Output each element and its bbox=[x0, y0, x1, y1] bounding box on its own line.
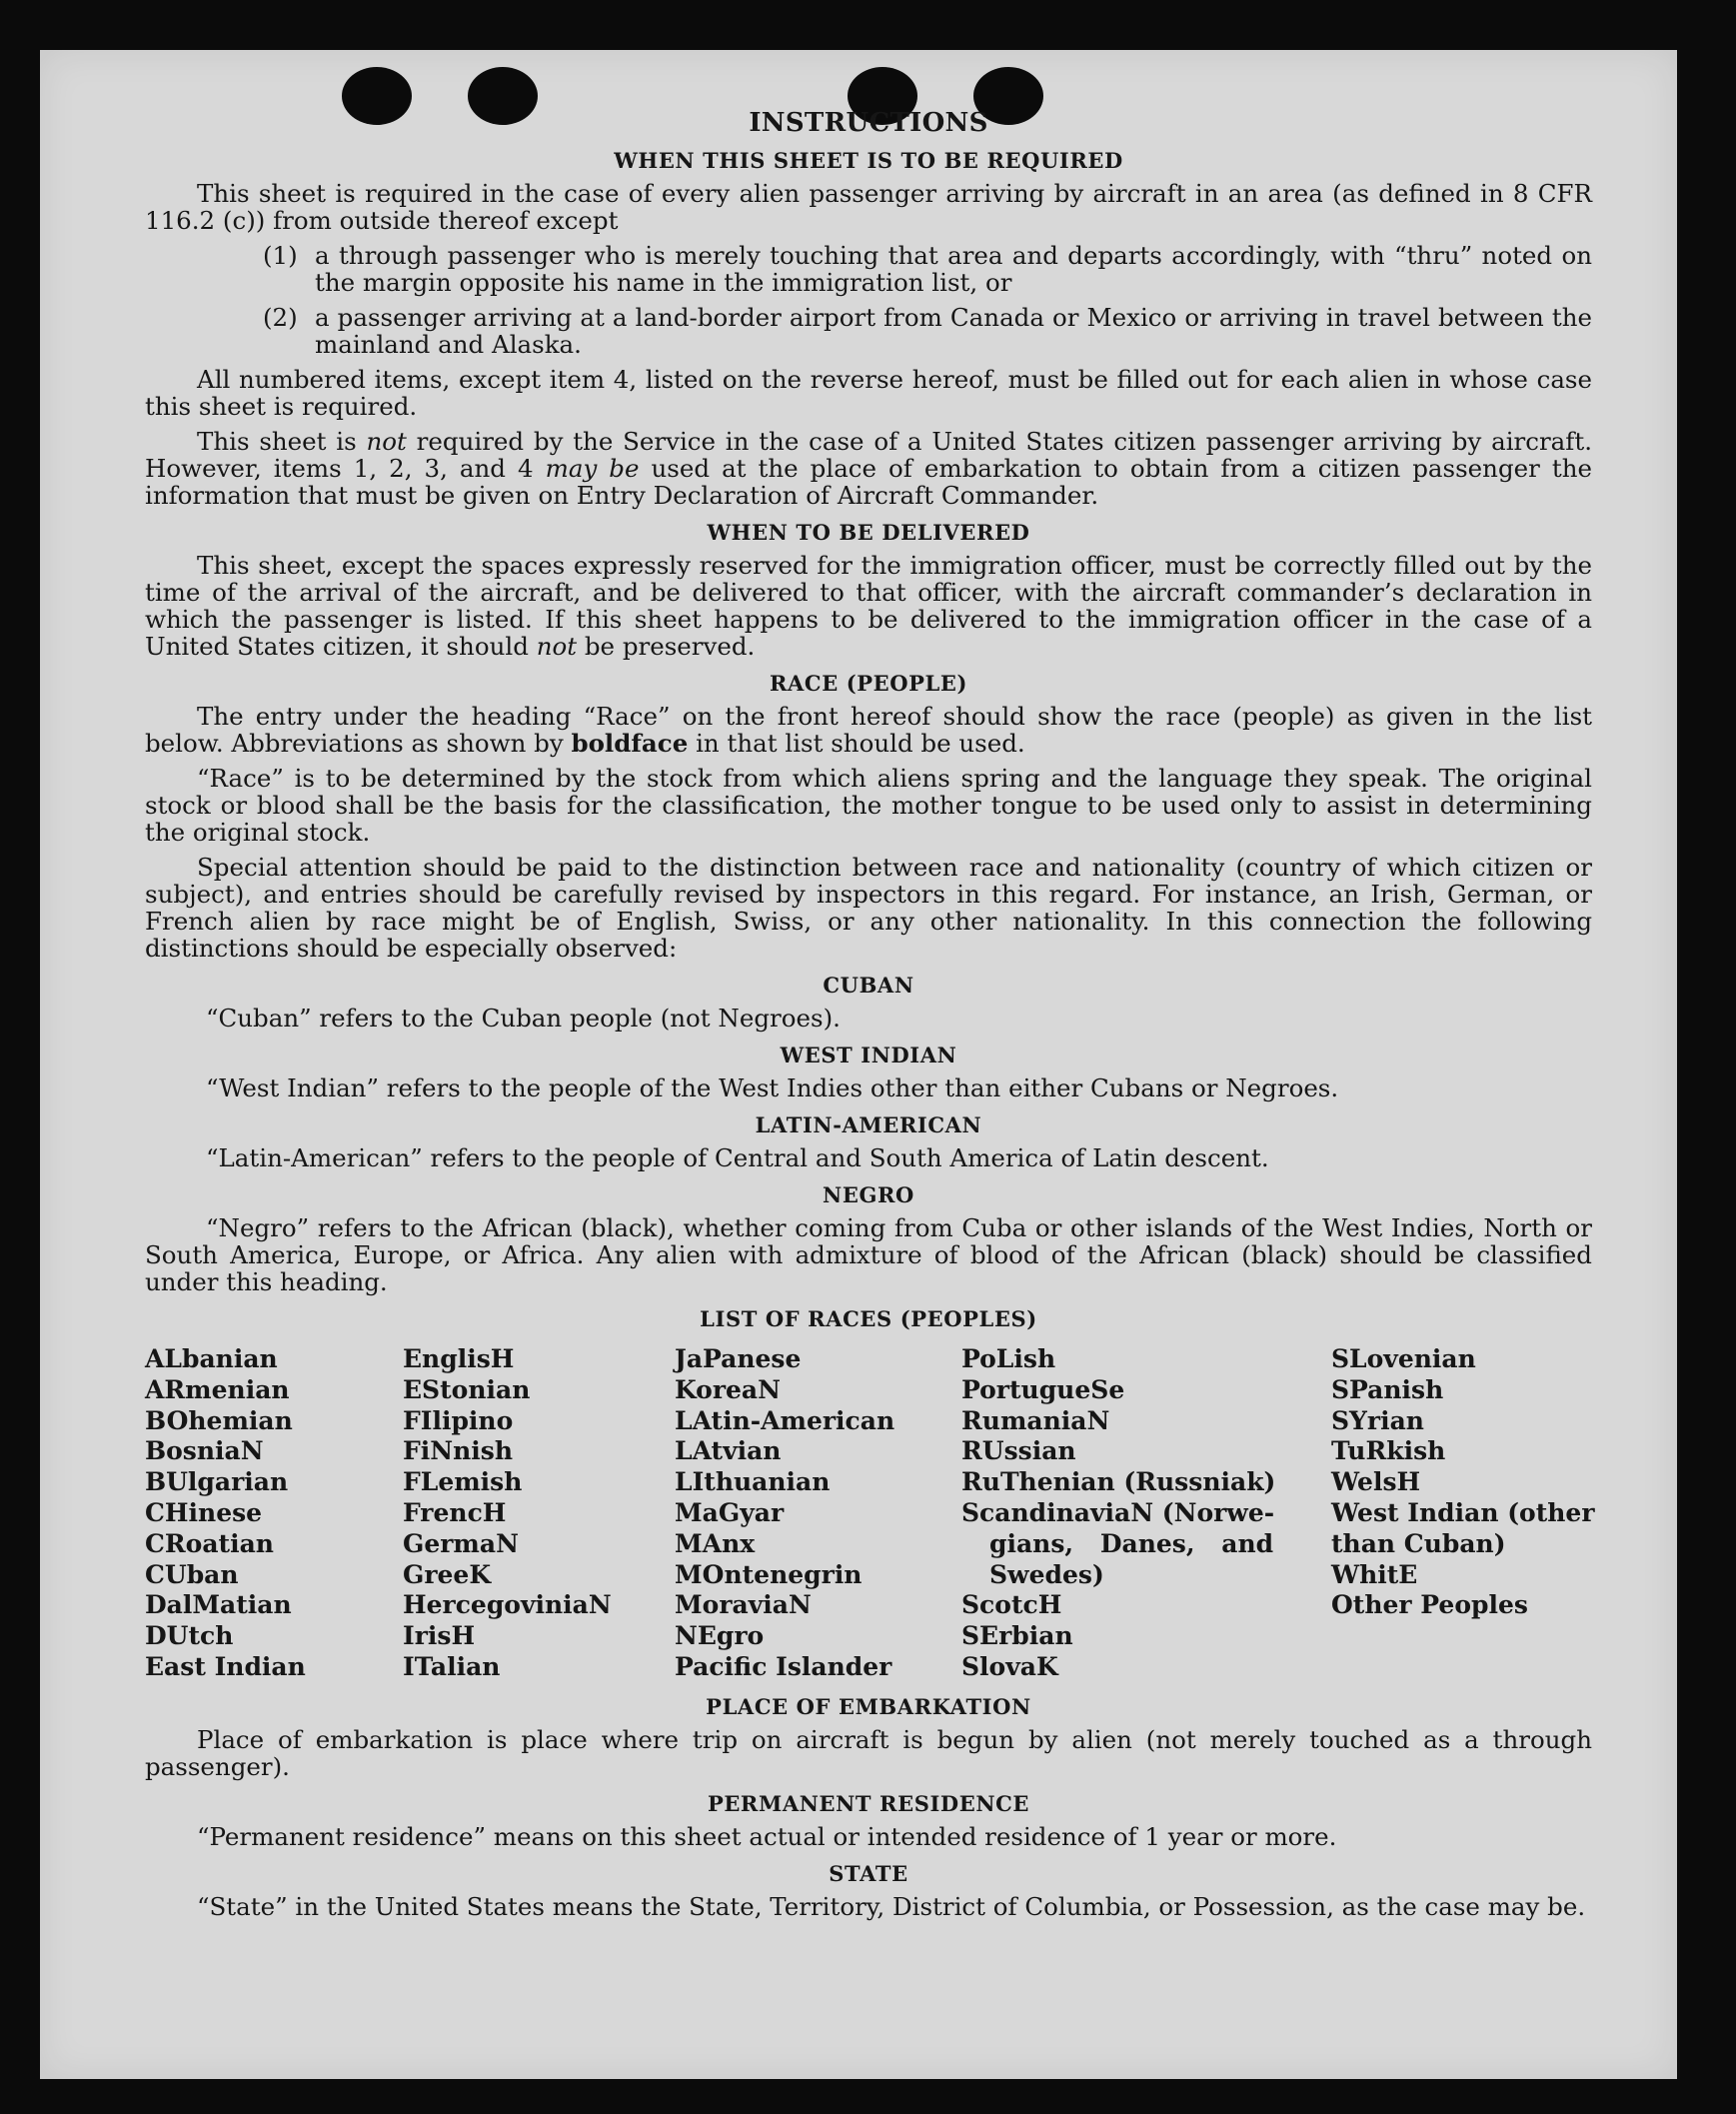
race-item: CUban bbox=[145, 1559, 239, 1589]
race-item: SErbian bbox=[961, 1621, 1073, 1651]
race-item: LIthuanian bbox=[675, 1467, 831, 1497]
race-item: MOntenegrin bbox=[675, 1559, 863, 1589]
race-item: PortugueSe bbox=[961, 1374, 1125, 1404]
race-column bbox=[1331, 1344, 1595, 1683]
page-title: INSTRUCTIONS bbox=[749, 108, 988, 138]
race-item: WelsH bbox=[1331, 1467, 1421, 1497]
heading-race: RACE (PEOPLE) bbox=[769, 671, 968, 696]
race-item: SPanish bbox=[1331, 1374, 1444, 1404]
race-item: JaPanese bbox=[675, 1344, 802, 1373]
race-item: KoreaN bbox=[675, 1374, 781, 1404]
race-item: IrisH bbox=[403, 1621, 476, 1651]
paragraph bbox=[145, 428, 1592, 509]
race-column bbox=[145, 1344, 403, 1683]
heading-place-of-embarkation: PLACE OF EMBARKATION bbox=[706, 1693, 1031, 1719]
item-number: (2) bbox=[263, 303, 298, 332]
italic-text: not bbox=[536, 632, 578, 661]
race-item: GreeK bbox=[403, 1559, 492, 1589]
race-item: West Indian (other bbox=[1331, 1497, 1595, 1527]
text-run: The entry under the heading “Race” on the front hereof should show the race (people) as given in the list below. Abbreviations as shown by bbox=[145, 702, 1592, 758]
text-run: This sheet, except the spaces expressly reserved for the immigration officer, must be correctly filled out by the time of the arrival of the aircraft, and be delivered to that officer, with the aircraft commander’s declaration in which the passenger is listed. If this sheet happens to be delivered to the immigration officer in the case of a United States citizen, it should bbox=[145, 551, 1592, 661]
bold-text: boldface bbox=[571, 729, 689, 758]
item-text: a through passenger who is merely touching that area and departs accordingly, with “thru” noted on the margin opposite his name in the immigration list, or bbox=[315, 241, 1592, 297]
race-item: EStonian bbox=[403, 1374, 531, 1404]
race-item: EnglisH bbox=[403, 1344, 515, 1373]
race-item: ALbanian bbox=[145, 1344, 278, 1373]
race-list bbox=[145, 1344, 1595, 1683]
heading-west-indian: WEST INDIAN bbox=[780, 1043, 957, 1067]
heading-latin-american: LATIN-AMERICAN bbox=[755, 1112, 982, 1137]
race-item: than Cuban) bbox=[1331, 1528, 1506, 1558]
race-item: BUlgarian bbox=[145, 1467, 289, 1497]
race-item: BosniaN bbox=[145, 1436, 264, 1466]
paragraph: “West Indian” refers to the people of the West Indies other than either Cubans or Negroes. bbox=[206, 1073, 1339, 1102]
heading-negro: NEGRO bbox=[823, 1182, 914, 1207]
race-column bbox=[961, 1344, 1331, 1683]
italic-text: not bbox=[366, 427, 407, 456]
paragraph bbox=[145, 703, 1592, 757]
race-item: FrencH bbox=[403, 1497, 507, 1527]
race-item: SLovenian bbox=[1331, 1344, 1476, 1373]
item-text: a passenger arriving at a land-border airport from Canada or Mexico or arriving in travel between the mainland and Alaska. bbox=[315, 303, 1592, 359]
paragraph: “Race” is to be determined by the stock from which aliens spring and the language they speak. The original stock or blood shall be the basis for the classification, the mother tongue to be used only to assist in determining the original stock. bbox=[145, 764, 1592, 847]
race-item: Swedes) bbox=[989, 1559, 1104, 1589]
race-item: Pacific Islander bbox=[675, 1651, 892, 1681]
race-item: SlovaK bbox=[961, 1651, 1058, 1681]
race-item: ScandinaviaN (Norwe- bbox=[961, 1497, 1275, 1527]
heading-when-delivered: WHEN TO BE DELIVERED bbox=[707, 520, 1030, 545]
race-item: SYrian bbox=[1331, 1405, 1424, 1435]
list-item bbox=[145, 242, 1592, 296]
race-item: NEgro bbox=[675, 1621, 765, 1651]
text-run: in that list should be used. bbox=[688, 729, 1025, 758]
race-column bbox=[403, 1344, 675, 1683]
race-item: DUtch bbox=[145, 1621, 234, 1651]
race-item: DalMatian bbox=[145, 1590, 292, 1620]
race-item: HercegoviniaN bbox=[403, 1590, 612, 1620]
heading-state: STATE bbox=[829, 1860, 908, 1886]
heading-when-required: WHEN THIS SHEET IS TO BE REQUIRED bbox=[614, 148, 1123, 173]
race-item: PoLish bbox=[961, 1344, 1056, 1373]
race-item: CRoatian bbox=[145, 1528, 274, 1558]
race-item: Other Peoples bbox=[1331, 1590, 1528, 1620]
italic-text: may be bbox=[545, 454, 640, 483]
text-run: This sheet is bbox=[197, 427, 367, 456]
race-item: FLemish bbox=[403, 1467, 523, 1497]
race-item: MaGyar bbox=[675, 1497, 785, 1527]
paragraph: This sheet is required in the case of every alien passenger arriving by aircraft in an area (as defined in 8 CFR 116.2 (c)) from outside thereof except bbox=[145, 179, 1592, 235]
paragraph: “Permanent residence” means on this sheet actual or intended residence of 1 year or more. bbox=[197, 1821, 1337, 1851]
paragraph: Place of embarkation is place where trip on aircraft is begun by alien (not merely touched as a through passenger). bbox=[145, 1724, 1592, 1781]
paragraph: “State” in the United States means the State, Territory, District of Columbia, or Possession, as the case may be. bbox=[197, 1891, 1586, 1921]
race-item: WhitE bbox=[1331, 1559, 1418, 1589]
race-item: East Indian bbox=[145, 1651, 306, 1681]
paragraph: “Cuban” refers to the Cuban people (not Negroes). bbox=[206, 1004, 841, 1033]
paragraph: Special attention should be paid to the distinction between race and nationality (country of which citizen or subject), and entries should be carefully revised by inspectors in this regard. For instance, an Irish, German, or French alien by race might be of English, Swiss, or any other nationality. In this connection the following distinctions should be especially observed: bbox=[145, 853, 1592, 963]
race-item: RuThenian (Russniak) bbox=[961, 1467, 1276, 1497]
race-item: RumaniaN bbox=[961, 1405, 1110, 1435]
instructions-content bbox=[145, 108, 1595, 1928]
race-item: FiNnish bbox=[403, 1436, 514, 1466]
race-item: TuRkish bbox=[1331, 1436, 1446, 1466]
race-item: BOhemian bbox=[145, 1405, 293, 1435]
race-column bbox=[675, 1344, 961, 1683]
heading-cuban: CUBAN bbox=[823, 973, 914, 998]
paragraph: All numbered items, except item 4, listed on the reverse hereof, must be filled out for each alien in whose case this sheet is required. bbox=[145, 365, 1592, 421]
race-item: MAnx bbox=[675, 1528, 756, 1558]
text-run: required by the Service in the case of a United States citizen passenger arriving by aircraft. However, items 1, 2, 3, and 4 bbox=[145, 427, 1592, 483]
race-item: FIlipino bbox=[403, 1405, 514, 1435]
race-item: CHinese bbox=[145, 1497, 263, 1527]
race-item: LAtin-American bbox=[675, 1405, 895, 1435]
item-number: (1) bbox=[263, 241, 298, 270]
race-item: LAtvian bbox=[675, 1436, 782, 1466]
heading-permanent-residence: PERMANENT RESIDENCE bbox=[707, 1790, 1030, 1816]
race-item: MoraviaN bbox=[675, 1590, 812, 1620]
race-item: ScotcH bbox=[961, 1590, 1062, 1620]
race-item: ITalian bbox=[403, 1651, 501, 1681]
race-item: ARmenian bbox=[145, 1374, 290, 1404]
race-item: RUssian bbox=[961, 1436, 1076, 1466]
text-run: used at the place of embarkation to obtain from a citizen passenger the information that must be given on Entry Declaration of Aircraft Commander. bbox=[145, 454, 1592, 510]
paragraph: “Latin-American” refers to the people of Central and South America of Latin descent. bbox=[206, 1143, 1269, 1172]
list-item bbox=[145, 304, 1592, 358]
race-item: gians, Danes, and bbox=[989, 1528, 1274, 1558]
text-run: be preserved. bbox=[577, 632, 756, 661]
paragraph bbox=[145, 552, 1592, 660]
paragraph: “Negro” refers to the African (black), whether coming from Cuba or other islands of the West Indies, North or South America, Europe, or Africa. Any alien with admixture of blood of the African (black) should be classified under this heading. bbox=[145, 1213, 1592, 1296]
heading-list-of-races: LIST OF RACES (PEOPLES) bbox=[700, 1306, 1037, 1331]
race-item: GermaN bbox=[403, 1528, 519, 1558]
